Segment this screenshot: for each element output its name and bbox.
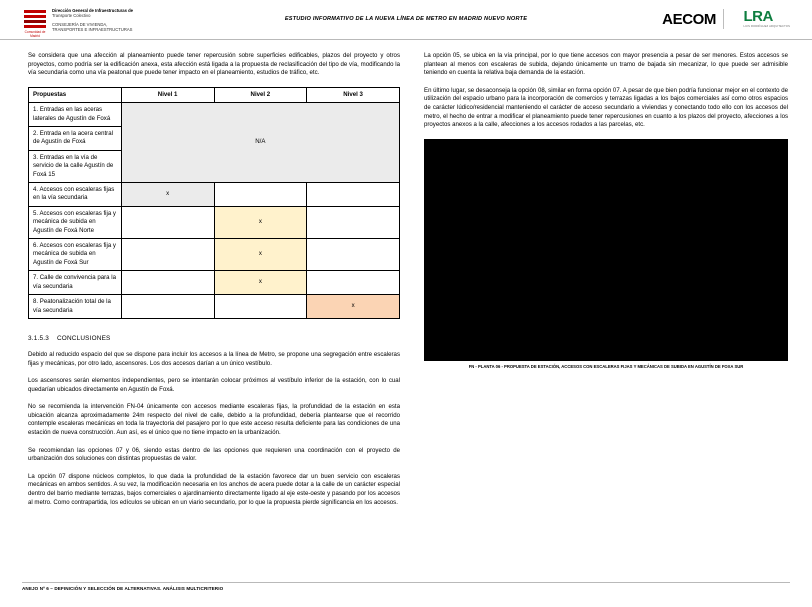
mark-nivel-2: x [214,239,307,271]
lra-subtitle: LUIS RODRÍGUEZ ARQUITECTOS [743,25,790,28]
mark-nivel-2 [214,183,307,207]
conclusion-paragraph-3: No se recomienda la intervención FN-04 únicamente con accesos mediante escaleras fijas, la profundidad de la estación en esta ubicación alcanza aproximadamente 24m respecto del nivel de calle, debido a la profundidad, debería plantearse que el recorrido contemple escaleras mecánicas en toda la trayectoria del pasajero por lo que este acceso resulta deficiente para las condiciones de una estación de nueva construcción. Aun así, es el único que no tiene impacto en la urbanización. [28,403,400,437]
figure-block [424,139,788,370]
left-column [28,52,400,516]
intro-paragraph: Se considera que una afección al planeamiento puede tener repercusión sobre superficies edificables, plazos del proyecto y otros proyectos, como podría ser la edificación anexa, esta afección está ligada a la propuesta de reclasificación del tipo de vía, modificando la vía secundaria como una vía peatonal que puede tener impacto en el planeamiento, estudios de tráfico, etc. [28,52,400,77]
table-row [29,183,400,207]
right-column [424,52,788,370]
proposal-label: 3. Entradas en la vía de servicio de la calle Agustín de Foxá 15 [29,150,122,182]
org-line3: CONSEJERÍA DE VIVIENDA, [52,21,108,27]
proposal-label: 1. Entradas en las aceras laterales de Agustín de Foxá [29,103,122,127]
mark-nivel-1 [121,206,214,238]
mark-nivel-3 [307,183,400,207]
section-title: CONCLUSIONES [56,334,111,342]
page-footer [0,582,812,598]
proposal-label: 2. Entrada en la acera central de Agustín de Foxá [29,127,122,151]
column-header-proposals: Propuestas [29,87,122,102]
table-row [29,206,400,238]
proposals-table [28,87,400,319]
section-heading [28,335,400,342]
figure-caption: FN - PLANTA 06 - PROPUESTA DE ESTACIÓN, ACCESOS CON ESCALERAS FIJAS Y MECÁNICAS DE SUBIDA EN AGUSTÍN DE FOXA SUR [468,363,744,369]
aecom-logo: AECOM [662,11,716,28]
na-cell: N/A [121,103,399,183]
conclusion-paragraph-5: La opción 07 dispone núcleos completos, lo que dada la profundidad de la estación favorece dar un buen servicio con escaleras mecánicas en ambos sentidos. A su vez, la modificación necesaria en los anchos de acera puede dotar a la calle de un carácter especial dentro del barrio mediante terrazas, bajos comerciales o ajardinamiento directamente ligado al eje este-oeste y pasando por los accesos al metro. Como contrapartida, los edículos se ubican en un viario secundario, por lo que la propuesta pierde significancia en los accesos. [28,472,400,506]
mark-nivel-1 [121,295,214,319]
proposal-label: 5. Accesos con escaleras fija y mecánica de subida en Agustín de Foxá Norte [29,206,122,238]
column-header-nivel-3: Nivel 3 [307,87,400,102]
footer-divider [22,582,790,583]
mark-nivel-2: x [214,271,307,295]
mark-nivel-3 [307,239,400,271]
mark-nivel-2: x [214,206,307,238]
org-line4: TRANSPORTES E INFRAESTRUCTURAS [52,27,133,33]
crest-label: Comunidad de Madrid [24,30,46,38]
table-row [29,271,400,295]
mark-nivel-2 [214,295,307,319]
lra-mark: LRA [743,8,773,25]
section-number: 3.1.5.3 [28,334,49,342]
document-header-title: ESTUDIO INFORMATIVO DE LA NUEVA LÍNEA DE METRO EN MADRID NUEVO NORTE [284,16,528,22]
mark-nivel-3 [307,271,400,295]
table-row [29,239,400,271]
column-header-nivel-2: Nivel 2 [214,87,307,102]
mark-nivel-3: x [307,295,400,319]
lra-logo [743,9,790,28]
footer-text: ANEJO Nº 6 – DEFINICIÓN Y SELECCIÓN DE ALTERNATIVAS. ANÁLISIS MULTICRITERIO [22,586,224,591]
column-header-nivel-1: Nivel 1 [121,87,214,102]
proposal-label: 6. Accesos con escaleras fija y mecánica de subida en Agustín de Foxá Sur [29,239,122,271]
mark-nivel-1 [121,271,214,295]
proposal-label: 8. Peatonalización total de la vía secundaria [29,295,122,319]
page-header [0,0,812,40]
proposal-label: 4. Accesos con escaleras fijas en la vía secundaria [29,183,122,207]
conclusion-paragraph-4: Se recomiendan las opciones 07 y 06, siendo estas dentro de las opciones que requieren una coordinación con el proyecto de urbanización dos soluciones con distintas propuestas de valor. [28,446,400,463]
table-row [29,103,400,127]
proposal-label: 7. Calle de convivencia para la vía secundaria [29,271,122,295]
station-plan-image [424,139,788,361]
table-header-row [29,87,400,102]
right-paragraph-1: La opción 05, se ubica en la vía principal, por lo que tiene accesos con mayor presencia a pesar de ser menores. Estos accesos se plantean al menos con escaleras de subida, dejando únicamente un tramo de bajada sin mecanizar, lo que puede ser admisible teniendo en cuenta la relativa baja demanda de la estación. [424,52,788,77]
conclusion-paragraph-1: Debido al reducido espacio del que se dispone para incluir los accesos a la línea de Metro, se propone una segregación entre escaleras fijas y mecánicas, por otro lado, ascensores. Los dos accesos darían a un único vestíbulo. [28,350,400,367]
header-logo-divider [723,9,724,29]
table-row [29,295,400,319]
conclusion-paragraph-2: Los ascensores serán elementos independientes, pero se intentarán colocar próximos al vestíbulo inferior de la estación, con lo cual quedarían ubicados directamente en Agustín de Foxá. [28,377,400,393]
mark-nivel-3 [307,206,400,238]
mark-nivel-1 [121,239,214,271]
mark-nivel-1: x [121,183,214,207]
org-line2: Transporte Colectivo [52,13,91,19]
org-line1: Dirección General de Infraestructuras de [52,8,133,13]
right-paragraph-2: En último lugar, se desaconseja la opción 08, similar en forma opción 07. A pesar de que bien podría funcionar mejor en el contexto de utilización del espacio urbano para la incorporación de comercios y terrazas ligadas a los bajos comerciales así como otros espacios de carácter lúdico/residencial manteniendo el carácter de acceso secundario a viviendas y conectando todo ello con los accesos del metro, el hecho de entrar a modificar el planeamiento puede tener repercusiones en cuanto a los plazos del proyecto, afecciones a los proyectos anexos a la calle, afecciones a los accesos rodados a las parcelas, etc. [424,86,788,129]
